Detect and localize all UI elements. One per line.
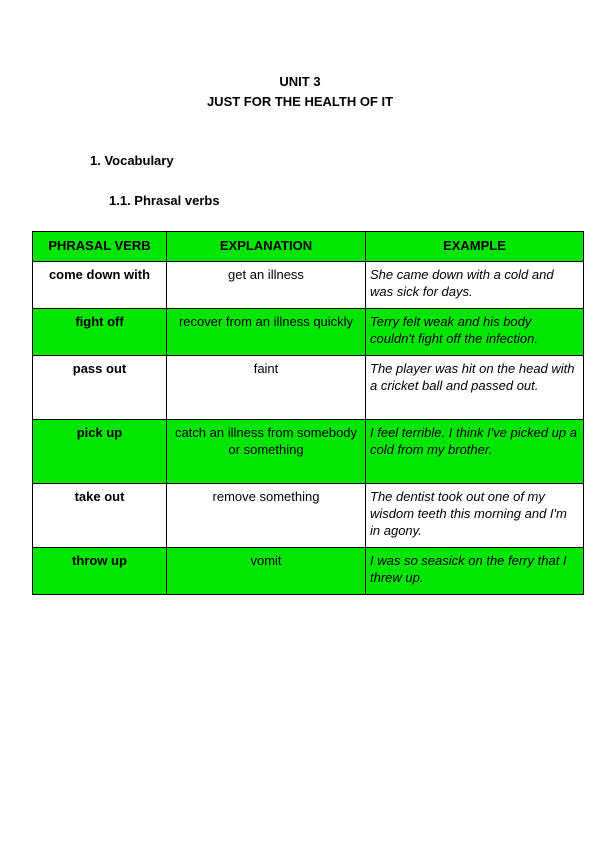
example-cell: I was so seasick on the ferry that I threw up. xyxy=(366,548,584,595)
explanation-cell: faint xyxy=(167,356,366,420)
unit-subtitle: JUST FOR THE HEALTH OF IT xyxy=(206,94,394,109)
explanation-cell: remove something xyxy=(167,484,366,548)
phrasal-verb-cell: throw up xyxy=(33,548,167,595)
table-row xyxy=(33,420,584,484)
section-heading: 1. Vocabulary xyxy=(90,153,174,168)
phrasal-verb-cell: come down with xyxy=(33,262,167,309)
explanation-cell: recover from an illness quickly xyxy=(167,309,366,356)
table-header-row xyxy=(33,232,584,262)
example-cell: She came down with a cold and was sick for days. xyxy=(366,262,584,309)
explanation-cell: vomit xyxy=(167,548,366,595)
phrasal-verb-cell: take out xyxy=(33,484,167,548)
explanation-cell: catch an illness from somebody or something xyxy=(167,420,366,484)
table-row xyxy=(33,356,584,420)
example-cell: The dentist took out one of my wisdom teeth this morning and I'm in agony. xyxy=(366,484,584,548)
table-row xyxy=(33,548,584,595)
unit-title: UNIT 3 xyxy=(279,74,321,89)
phrasal-verbs-table xyxy=(32,231,584,595)
table-row xyxy=(33,262,584,309)
example-cell: Terry felt weak and his body couldn't fight off the infection. xyxy=(366,309,584,356)
phrasal-verb-cell: fight off xyxy=(33,309,167,356)
phrasal-verb-cell: pass out xyxy=(33,356,167,420)
table-row xyxy=(33,309,584,356)
example-cell: I feel terrible. I think I've picked up a cold from my brother. xyxy=(366,420,584,484)
header-explanation: EXPLANATION xyxy=(167,232,366,262)
subsection-heading: 1.1. Phrasal verbs xyxy=(109,193,220,208)
example-cell: The player was hit on the head with a cricket ball and passed out. xyxy=(366,356,584,420)
header-phrasal-verb: PHRASAL VERB xyxy=(33,232,167,262)
table-row xyxy=(33,484,584,548)
phrasal-verb-cell: pick up xyxy=(33,420,167,484)
header-example: EXAMPLE xyxy=(366,232,584,262)
explanation-cell: get an illness xyxy=(167,262,366,309)
